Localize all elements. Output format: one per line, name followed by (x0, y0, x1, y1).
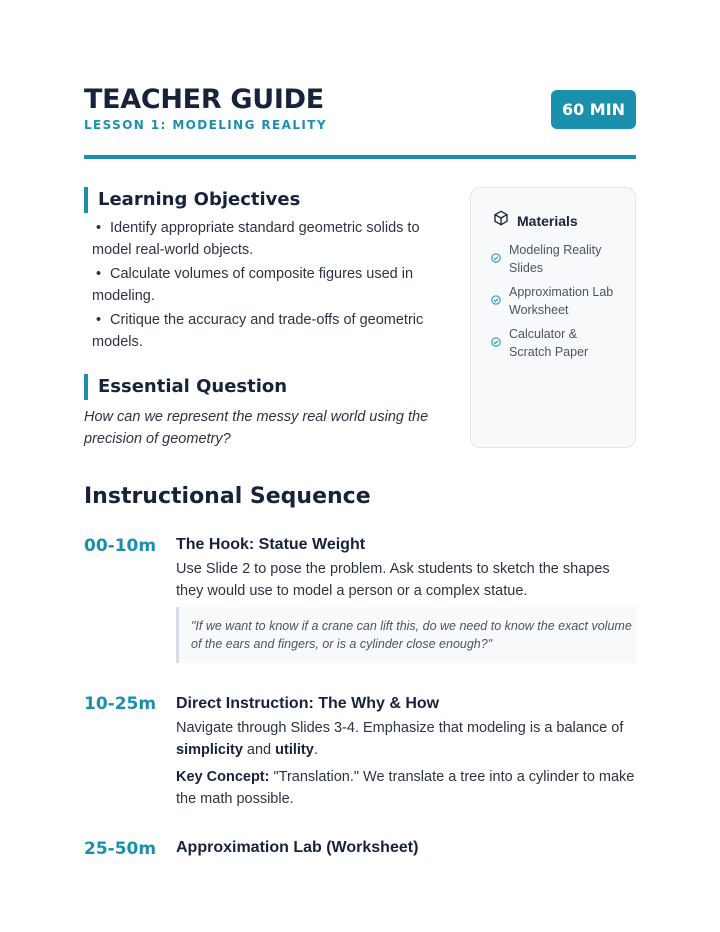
list-item (491, 241, 619, 277)
step-time: 25-50m (84, 839, 157, 859)
header-divider (84, 155, 636, 159)
step-title: Approximation Lab (Worksheet) (176, 839, 419, 856)
list-item (491, 283, 619, 319)
key-concept: Key Concept: "Translation." We translate a tree into a cylinder to make the math possible. (176, 769, 635, 807)
step-quote: "If we want to know if a crane can lift this, do we need to know the exact volume of the ears and fingers, or is a cylinder close enough?" (176, 607, 636, 663)
duration-badge: 60 MIN (551, 90, 636, 129)
material-label: Approximation Lab Worksheet (509, 285, 614, 317)
cube-icon (493, 210, 509, 231)
step-time: 00-10m (84, 536, 157, 556)
material-label: Calculator & Scratch Paper (509, 327, 589, 359)
page-header (84, 84, 636, 158)
check-circle-icon (491, 334, 501, 352)
step-time: 10-25m (84, 694, 157, 714)
key-concept-label: Key Concept: (176, 769, 270, 785)
sequence-heading: Instructional Sequence (84, 484, 371, 509)
list-item (491, 325, 619, 361)
objectives-heading: Learning Objectives (84, 187, 300, 213)
step-title: Direct Instruction: The Why & How (176, 695, 440, 712)
materials-card (470, 187, 636, 448)
step-title: The Hook: Statue Weight (176, 536, 366, 553)
step-body: Use Slide 2 to pose the problem. Ask students to sketch the shapes they would use to model a person or a complex statue. (176, 561, 610, 599)
material-label: Modeling Reality Slides (509, 243, 602, 275)
list-item: • Critique the accuracy and trade-offs of geometric models. (92, 312, 424, 350)
lesson-subtitle: LESSON 1: MODELING REALITY (84, 118, 327, 132)
objectives-list (92, 218, 442, 356)
essential-question-text: How can we represent the messy real world using the precision of geometry? (84, 409, 429, 447)
list-item: • Identify appropriate standard geometric solids to model real-world objects. (92, 220, 420, 258)
check-circle-icon (491, 292, 501, 310)
list-item: • Calculate volumes of composite figures used in modeling. (92, 266, 414, 304)
emphasis-utility: utility (275, 742, 314, 758)
emphasis-simplicity: simplicity (176, 742, 243, 758)
page-title: TEACHER GUIDE (84, 84, 324, 115)
step-body: Navigate through Slides 3-4. Emphasize that modeling is a balance of simplicity and utility. (176, 720, 624, 758)
check-circle-icon (491, 250, 501, 268)
materials-title: Materials (517, 212, 578, 229)
materials-header (493, 210, 578, 231)
essential-question-heading: Essential Question (84, 374, 287, 400)
